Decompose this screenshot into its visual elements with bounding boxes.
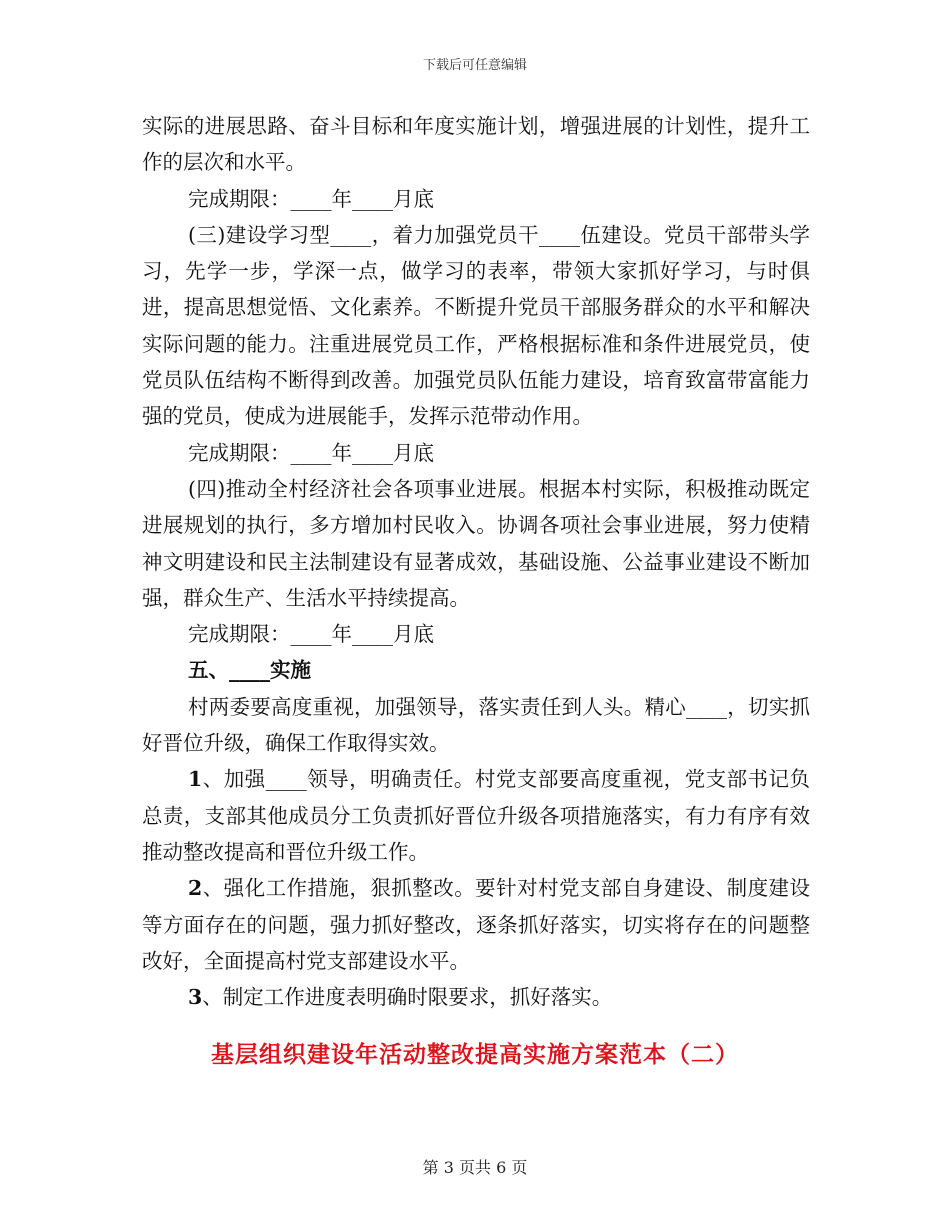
list-item-3-text: 、制定工作进度表明确时限要求，抓好落实。 [202,985,613,1010]
list-item-1-number: 1 [188,767,203,792]
paragraph-plan-continuation: 实际的进展思路、奋斗目标和年度实施计划，增强进展的计划性，提升工作的层次和水平。 [142,114,810,175]
paragraph-leadership: 村两委要高度重视，加强领导，落实责任到人头。精心____，切实抓好晋位升级，确保工作取得实效。 [142,694,810,756]
list-item-2-text: 、强化工作措施，狠抓整改。要针对村党支部自身建设、制度建设等方面存在的问题，强力抓好整改，逐条抓好落实，切实将存在的问题整改好，全面提高村党支部建设水平。 [142,876,810,973]
deadline-line-3: 完成期限：____年____月底 [188,622,434,647]
list-item-3-number: 3 [188,985,203,1010]
paragraph-learning-party: (三)建设学习型____，着力加强党员干____伍建设。党员干部带头学习，先学一步，学深一点，做学习的表率，带领大家抓好学习，与时俱进，提高思想觉悟、文化素养。不断提升党员干部服务群众的水平和解决实际问题的能力。注重进展党员工作，严格根据标准和条件进展党员，使党员队伍结构不断得到改善。加强党员队伍能力建设，培育致富带富能力强的党员，使成为进展能手，发挥示范带动作用。 [142,222,810,429]
list-item-1-text: 、加强____领导，明确责任。村党支部要高度重视，党支部书记负总责，支部其他成员分工负责抓好晋位升级各项措施落实，有力有序有效推动整改提高和晋位升级工作。 [142,767,810,864]
page-footer: 第 3 页共 6 页 [422,1158,528,1177]
list-item-2 [142,870,810,979]
page-header: 下载后可任意编辑 [422,58,527,73]
next-document-title: 基层组织建设年活动整改提高实施方案范本（二） [211,1042,739,1068]
deadline-line-1: 完成期限：____年____月底 [188,186,434,211]
list-item-2-number: 2 [188,876,203,901]
document-body [142,108,810,1015]
paragraph-village-development: (四)推动全村经济社会各项事业进展。根据本村实际，积极推动既定进展规划的执行，多方增加村民收入。协调各项社会事业进展，努力使精神文明建设和民主法制建设有显著成效，基础设施、公益事业建设不断加强，群众生产、生活水平持续提高。 [142,476,810,610]
deadline-line-2: 完成期限：____年____月底 [188,440,434,465]
list-item-1 [142,761,810,870]
section-five-heading: 五、____实施 [188,658,311,683]
list-item-3 [142,979,810,1015]
